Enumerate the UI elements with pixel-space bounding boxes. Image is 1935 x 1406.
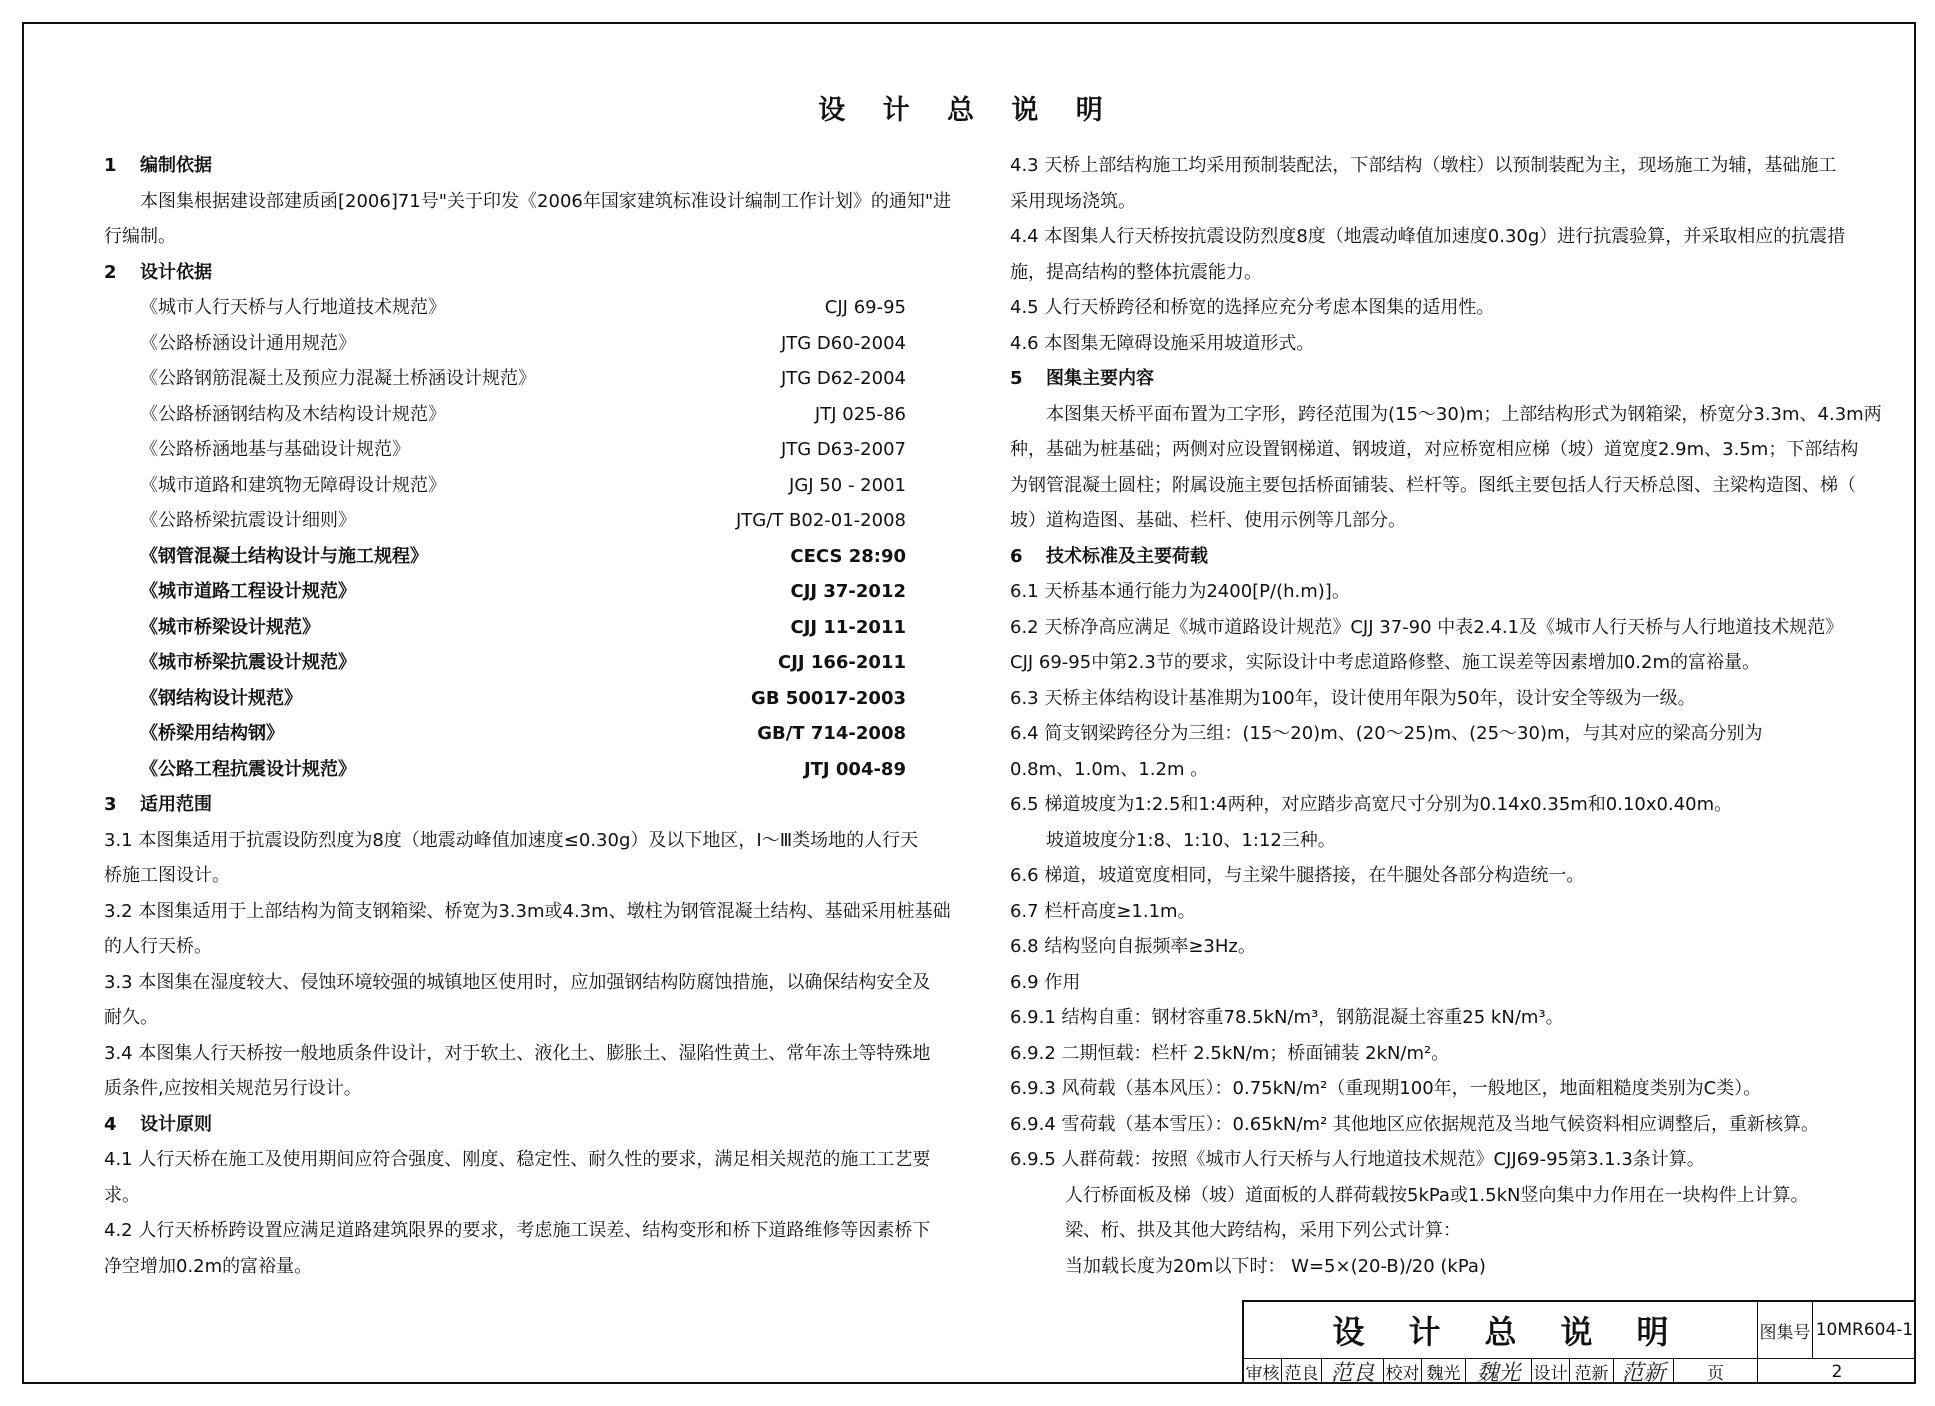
text-line: 3.1 本图集适用于抗震设防烈度为8度（地震动峰值加速度≤0.30g）及以下地区，Ⅰ～Ⅲ类场地的人行天 <box>104 829 919 851</box>
text-line: 4.6 本图集无障碍设施采用坡道形式。 <box>1010 332 1315 354</box>
text-line: 3.2 本图集适用于上部结构为简支钢箱梁、桥宽为3.3m或4.3m、墩柱为钢管混凝土结构、基础采用桩基础 <box>104 900 951 922</box>
section-heading <box>104 1107 910 1143</box>
reference-code: JTG D63-2007 <box>780 439 906 460</box>
text-line: 3.3 本图集在湿度较大、侵蚀环境较强的城镇地区使用时，应加强钢结构防腐蚀措施，以确保结构安全及 <box>104 971 931 993</box>
page-number: 2 <box>1831 1361 1843 1382</box>
reference-row <box>104 574 910 610</box>
section-number: 6 <box>1010 545 1023 567</box>
reference-title: 《公路钢筋混凝土及预应力混凝土桥涵设计规范》 <box>140 368 536 389</box>
reference-code: JGJ 50 - 2001 <box>789 474 906 496</box>
reference-row <box>104 645 910 681</box>
designer-name: 范新 <box>1570 1359 1614 1384</box>
text-line: 6.9.2 二期恒载：栏杆 2.5kN/m；桥面铺装 2kN/m²。 <box>1010 1042 1450 1064</box>
text-line: 净空增加0.2m的富裕量。 <box>104 1255 313 1277</box>
page-title: 设 计 总 说 明 <box>818 95 1117 126</box>
reference-row <box>104 468 910 504</box>
text-line: 梁、桁、拱及其他大跨结构，采用下列公式计算： <box>1065 1220 1461 1241</box>
text-line: 为钢管混凝土圆柱；附属设施主要包括桥面铺装、栏杆等。图纸主要包括人行天桥总图、主梁构造图、梯（ <box>1010 474 1856 496</box>
check-label: 校对 <box>1384 1359 1422 1384</box>
text-line: 6.5 梯道坡度为1:2.5和1:4两种，对应踏步高宽尺寸分别为0.14x0.35m和0.10x0.40m。 <box>1010 794 1733 815</box>
atlas-number-label: 图集号 <box>1758 1302 1813 1358</box>
reference-row <box>104 432 910 468</box>
text-line: 6.6 梯道，坡道宽度相同，与主梁牛腿搭接，在牛腿处各部分构造统一。 <box>1010 865 1585 886</box>
reference-title: 《城市桥梁抗震设计规范》 <box>140 652 356 673</box>
text-line: 6.9.3 风荷载（基本风压）：0.75kN/m²（重现期100年，一般地区，地面粗糙度类别为C类）。 <box>1010 1078 1762 1099</box>
text-line: 坡）道构造图、基础、栏杆、使用示例等几部分。 <box>1010 510 1406 531</box>
text-line: 4.5 人行天桥跨径和桥宽的选择应充分考虑本图集的适用性。 <box>1010 297 1495 318</box>
text-line: 0.8m、1.0m、1.2m 。 <box>1010 758 1209 780</box>
checker-signature: 魏光 <box>1466 1359 1532 1384</box>
reference-row <box>104 716 910 752</box>
text-line: 6.7 栏杆高度≥1.1m。 <box>1010 900 1196 922</box>
title-block-title: 设计总说明 <box>1244 1302 1758 1358</box>
reference-title: 《钢结构设计规范》 <box>140 687 302 709</box>
text-line: 人行桥面板及梯（坡）道面板的人群荷载按5kPa或1.5kN竖向集中力作用在一块构件上计算。 <box>1065 1184 1809 1206</box>
text-line: 耐久。 <box>104 1007 158 1028</box>
title-block <box>1242 1300 1916 1384</box>
section-heading <box>1010 539 1830 575</box>
reference-code: CJJ 37-2012 <box>790 581 906 602</box>
reviewer-signature: 范良 <box>1322 1359 1384 1384</box>
design-label: 设计 <box>1532 1359 1570 1384</box>
reference-code: JTG/T B02-01-2008 <box>736 510 906 531</box>
text-line: 6.9.5 人群荷载：按照《城市人行天桥与人行地道技术规范》CJJ69-95第3.1.3条计算。 <box>1010 1149 1705 1170</box>
section-number: 3 <box>104 794 117 815</box>
reference-title: 《公路桥涵钢结构及木结构设计规范》 <box>140 403 446 425</box>
text-line: 6.4 简支钢梁跨径分为三组：(15～20)m、(20～25)m、(25～30)m，与其对应的梁高分别为 <box>1010 723 1763 744</box>
text-line: 6.8 结构竖向自振频率≥3Hz。 <box>1010 936 1256 957</box>
checker-name: 魏光 <box>1422 1359 1466 1384</box>
reference-title: 《桥梁用结构钢》 <box>140 723 284 744</box>
section-heading <box>104 787 910 823</box>
text-line: 6.9.4 雪荷载（基本雪压）：0.65kN/m² 其他地区应依据规范及当地气候资料相应调整后，重新核算。 <box>1010 1113 1820 1135</box>
reference-title: 《公路桥梁抗震设计细则》 <box>140 510 356 531</box>
text-line: 6.2 天桥净高应满足《城市道路设计规范》CJJ 37-90 中表2.4.1及《城市人行天桥与人行地道技术规范》 <box>1010 616 1844 638</box>
section-title: 设计依据 <box>140 261 212 283</box>
text-line: 本图集根据建设部建质函[2006]71号"关于印发《2006年国家建筑标准设计编制工作计划》的通知"进 <box>140 190 952 212</box>
reference-title: 《城市道路工程设计规范》 <box>140 581 356 602</box>
reference-title: 《城市道路和建筑物无障碍设计规范》 <box>140 474 446 496</box>
right-column <box>1010 148 1882 1284</box>
reference-row <box>104 326 910 362</box>
reviewer-name: 范良 <box>1282 1359 1322 1384</box>
reference-code: GB 50017-2003 <box>751 687 906 709</box>
page-label: 页 <box>1674 1359 1758 1384</box>
designer-signature: 范新 <box>1614 1359 1674 1384</box>
text-line: 3.4 本图集人行天桥按一般地质条件设计，对于软土、液化土、膨胀土、湿陷性黄土、常年冻土等特殊地 <box>104 1042 931 1064</box>
section-heading <box>1010 361 1830 397</box>
reference-row <box>104 610 910 646</box>
section-title: 编制依据 <box>140 155 212 176</box>
reference-code: JTJ 025-86 <box>814 403 906 425</box>
reference-code: GB/T 714-2008 <box>757 723 906 744</box>
text-line: 的人行天桥。 <box>104 936 212 957</box>
text-line: 6.3 天桥主体结构设计基准期为100年，设计使用年限为50年，设计安全等级为一级。 <box>1010 687 1696 709</box>
text-line: CJJ 69-95中第2.3节的要求，实际设计中考虑道路修整、施工误差等因素增加0.2m的富裕量。 <box>1010 652 1760 673</box>
section-number: 2 <box>104 261 117 283</box>
section-heading <box>104 148 910 184</box>
reference-title: 《公路桥涵设计通用规范》 <box>140 332 356 354</box>
section-number: 4 <box>104 1113 117 1135</box>
reference-code: CJJ 166-2011 <box>777 652 906 673</box>
reference-code: CJJ 69-95 <box>824 297 906 318</box>
text-line: 4.2 人行天桥桥跨设置应满足道路建筑限界的要求，考虑施工误差、结构变形和桥下道路维修等因素桥下 <box>104 1220 931 1241</box>
reference-title: 《公路桥涵地基与基础设计规范》 <box>140 439 410 460</box>
section-heading <box>104 255 910 291</box>
section-number: 5 <box>1010 368 1023 389</box>
review-label: 审核 <box>1244 1359 1282 1384</box>
reference-title: 《城市桥梁设计规范》 <box>140 616 320 638</box>
left-column <box>104 148 952 1284</box>
text-line: 求。 <box>104 1184 140 1206</box>
section-title: 技术标准及主要荷载 <box>1046 545 1208 567</box>
atlas-number: 10MR604-1 <box>1815 1320 1914 1340</box>
reference-title: 《钢管混凝土结构设计与施工规程》 <box>140 545 428 567</box>
reference-code: JTG D60-2004 <box>780 332 906 354</box>
text-line: 采用现场浇筑。 <box>1010 190 1136 212</box>
text-line: 4.1 人行天桥在施工及使用期间应符合强度、刚度、稳定性、耐久性的要求，满足相关规范的施工工艺要 <box>104 1149 931 1170</box>
reference-row <box>104 503 910 539</box>
section-number: 1 <box>104 155 117 176</box>
text-line: 6.9 作用 <box>1010 971 1081 993</box>
reference-title: 《城市人行天桥与人行地道技术规范》 <box>140 297 446 318</box>
text-line: 6.1 天桥基本通行能力为2400[P/(h.m)]。 <box>1010 581 1350 602</box>
reference-code: CJJ 11-2011 <box>790 616 906 638</box>
reference-code: JTJ 004-89 <box>803 758 906 780</box>
text-line: 施，提高结构的整体抗震能力。 <box>1010 261 1262 283</box>
section-title: 适用范围 <box>140 794 212 815</box>
text-line: 质条件,应按相关规范另行设计。 <box>104 1078 362 1099</box>
reference-title: 《公路工程抗震设计规范》 <box>140 758 356 780</box>
reference-row <box>104 681 910 717</box>
text-line: 本图集天桥平面布置为工字形，跨径范围为(15～30)m；上部结构形式为钢箱梁，桥宽分3.3m、4.3m两 <box>1046 403 1882 425</box>
text-line: 4.3 天桥上部结构施工均采用预制装配法，下部结构（墩柱）以预制装配为主，现场施工为辅，基础施工 <box>1010 155 1837 176</box>
text-line: 6.9.1 结构自重：钢材容重78.5kN/m³，钢筋混凝土容重25 kN/m³。 <box>1010 1007 1564 1028</box>
reference-row <box>104 397 910 433</box>
section-title: 图集主要内容 <box>1046 368 1154 389</box>
reference-row <box>104 752 910 788</box>
reference-row <box>104 290 910 326</box>
reference-row <box>104 361 910 397</box>
reference-code: CECS 28:90 <box>790 545 906 567</box>
reference-row <box>104 539 910 575</box>
text-line: 桥施工图设计。 <box>104 865 230 886</box>
text-line: 当加载长度为20m以下时： W=5×(20-B)/20 (kPa) <box>1065 1255 1486 1277</box>
text-line: 行编制。 <box>104 226 176 247</box>
section-title: 设计原则 <box>140 1113 212 1135</box>
text-line: 4.4 本图集人行天桥按抗震设防烈度8度（地震动峰值加速度0.30g）进行抗震验算，并采取相应的抗震措 <box>1010 226 1846 247</box>
text-line: 种，基础为桩基础；两侧对应设置钢梯道、钢坡道，对应桥宽相应梯（坡）道宽度2.9m、3.5m；下部结构 <box>1010 439 1859 460</box>
text-line: 坡道坡度分1:8、1:10、1:12三种。 <box>1046 829 1336 851</box>
reference-code: JTG D62-2004 <box>780 368 906 389</box>
